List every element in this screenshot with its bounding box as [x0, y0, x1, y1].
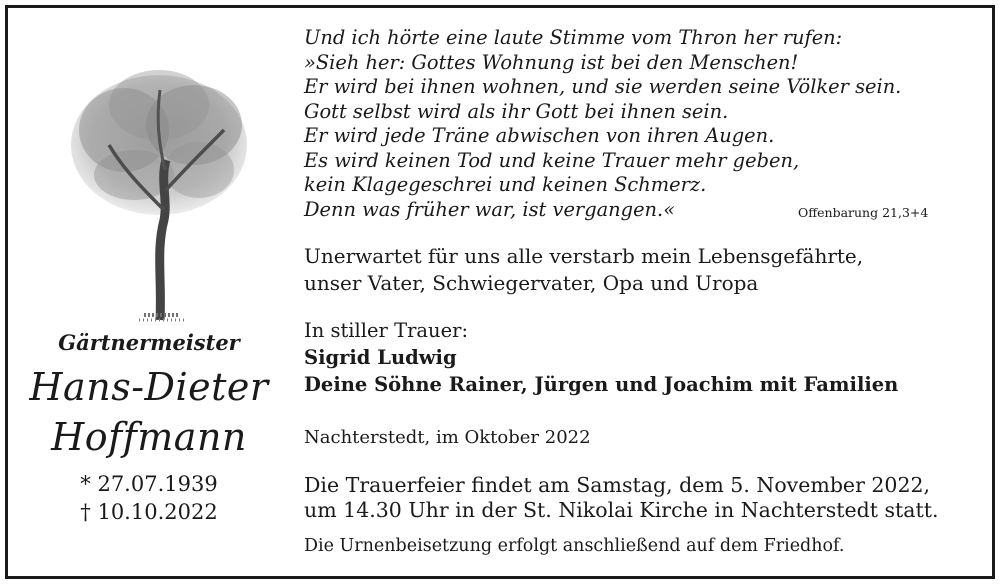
- death-date: † 10.10.2022: [80, 500, 218, 524]
- text-column: [304, 26, 984, 556]
- last-name: Hoffmann: [51, 415, 247, 459]
- funeral-service-info: [304, 473, 938, 523]
- verse-reference: Offenbarung 21,3+4: [798, 204, 929, 220]
- verse-line: Es wird keinen Tod und keine Trauer mehr geben,: [304, 148, 800, 172]
- service-line: um 14.30 Uhr in der St. Nikolai Kirche in Nachterstedt statt.: [304, 498, 939, 522]
- first-name: Hans-Dieter: [29, 365, 269, 409]
- birth-date: * 27.07.1939: [80, 472, 218, 496]
- mourners-intro: In stiller Trauer:: [304, 319, 469, 342]
- bible-verse: [304, 26, 984, 222]
- deceased-name: [14, 362, 284, 462]
- verse-line-text: Denn was früher war, ist vergangen.«: [304, 197, 676, 221]
- announcement-line: Unerwartet für uns alle verstarb mein Lebensgefährte,: [304, 244, 864, 268]
- tree-illustration: [64, 50, 254, 330]
- burial-info: Die Urnenbeisetzung erfolgt anschließend auf dem Friedhof.: [304, 536, 845, 556]
- service-line: Die Trauerfeier findet am Samstag, dem 5. November 2022,: [304, 473, 931, 497]
- mourner-family: Deine Söhne Rainer, Jürgen und Joachim mit Familien: [304, 373, 899, 396]
- deceased-column: [14, 20, 284, 560]
- mourners-block: [304, 317, 898, 398]
- verse-line-last: [304, 198, 984, 223]
- verse-line: Er wird bei ihnen wohnen, und sie werden seine Völker sein.: [304, 75, 902, 98]
- announcement-line: unser Vater, Schwiegervater, Opa und Uropa: [304, 271, 759, 295]
- verse-line: Gott selbst wird als ihr Gott bei ihnen sein.: [304, 99, 729, 123]
- occupation-title: Gärtnermeister: [58, 330, 240, 355]
- mourner-partner: Sigrid Ludwig: [304, 346, 457, 369]
- place-date: Nachterstedt, im Oktober 2022: [304, 427, 591, 448]
- verse-line: »Sieh her: Gottes Wohnung ist bei den Menschen!: [304, 50, 799, 74]
- verse-line: Er wird jede Träne abwischen von ihren Augen.: [304, 124, 775, 147]
- verse-line: kein Klagegeschrei und keinen Schmerz.: [304, 173, 707, 196]
- verse-line: Und ich hörte eine laute Stimme vom Thron her rufen:: [304, 26, 843, 49]
- life-dates: [14, 470, 284, 526]
- death-announcement: [304, 243, 863, 297]
